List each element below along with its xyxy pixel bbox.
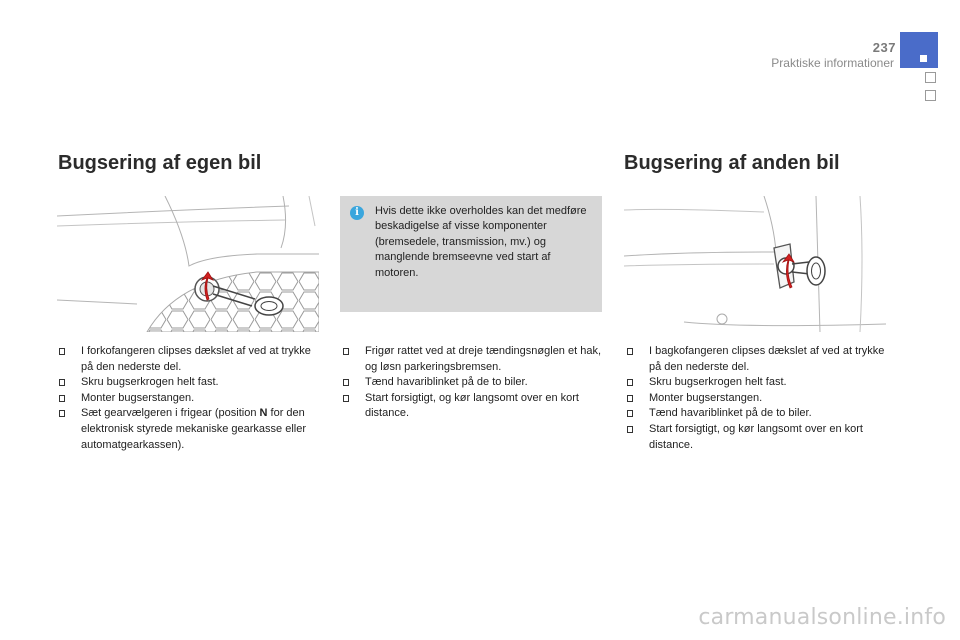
checkbox-icon <box>343 395 349 402</box>
checkbox-icon <box>59 348 65 355</box>
checkbox-icon <box>627 348 633 355</box>
chapter-marker-box <box>925 90 936 101</box>
list-item: Skru bugserkrogen helt fast. <box>58 375 324 391</box>
checkbox-icon <box>627 395 633 402</box>
warning-info-box <box>340 196 602 312</box>
list-item: Skru bugserkrogen helt fast. <box>626 375 892 391</box>
other-car-steps <box>626 344 892 453</box>
list-item: Tænd havariblinket på de to biler. <box>342 375 608 391</box>
checkbox-icon <box>59 410 65 417</box>
rear-tow-hook-illustration <box>624 196 886 332</box>
checkbox-icon <box>59 379 65 386</box>
checkbox-icon <box>343 379 349 386</box>
info-icon: i <box>350 206 364 220</box>
checkbox-icon <box>343 348 349 355</box>
list-item: Monter bugserstangen. <box>626 391 892 407</box>
section-name: Praktiske informationer <box>771 56 894 70</box>
checkbox-icon <box>627 410 633 417</box>
gear-position-n: N <box>259 407 268 420</box>
towing-steps <box>342 344 608 422</box>
list-item: Frigør rattet ved at dreje tændingsnøglen et hak, og løsn parkeringsbremsen. <box>342 344 608 375</box>
chapter-tab-notch <box>920 55 927 62</box>
checkbox-icon <box>59 395 65 402</box>
list-item: I bagkofangeren clipses dækslet af ved at trykke på den nederste del. <box>626 344 892 375</box>
list-item: Start forsigtigt, og kør langsomt over en kort distance. <box>626 422 892 453</box>
checkbox-icon <box>627 379 633 386</box>
list-item: Start forsigtigt, og kør langsomt over en kort distance. <box>342 391 608 422</box>
checkbox-icon <box>627 426 633 433</box>
list-item: Sæt gearvælgeren i frigear (position N for den elektronisk styrede mekaniske gearkasse eller automatgearkassen). <box>58 406 324 453</box>
chapter-marker-box <box>925 72 936 83</box>
page-number: 237 <box>872 40 896 55</box>
list-item: Monter bugserstangen. <box>58 391 324 407</box>
chapter-tab <box>900 32 938 68</box>
watermark: carmanualsonline.info <box>698 605 946 630</box>
info-text: Hvis dette ikke overholdes kan det medføre beskadigelse af visse komponenter (bremsedele, transmission, mv.) og manglende bremseevne ved start af motoren. <box>375 205 587 279</box>
section-title-other-car: Bugsering af anden bil <box>624 152 840 174</box>
front-tow-hook-illustration <box>57 196 319 332</box>
section-title-own-car: Bugsering af egen bil <box>58 152 262 174</box>
own-car-steps <box>58 344 324 453</box>
list-item: Tænd havariblinket på de to biler. <box>626 406 892 422</box>
list-item: I forkofangeren clipses dækslet af ved at trykke på den nederste del. <box>58 344 324 375</box>
